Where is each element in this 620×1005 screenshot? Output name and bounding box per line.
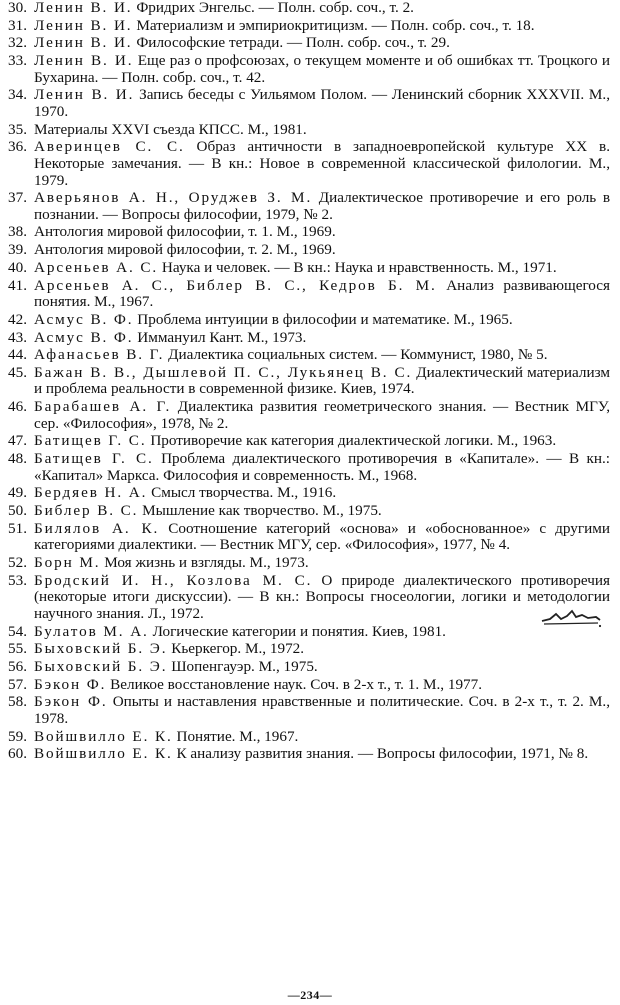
entry-number: 31. xyxy=(8,16,27,34)
entry-number: 51. xyxy=(8,519,27,537)
entry-text xyxy=(34,122,612,139)
bibliography-entry xyxy=(8,677,612,694)
entry-author: Батищев Г. С. xyxy=(34,432,147,450)
bibliography-entry xyxy=(8,87,612,120)
bibliography-entry xyxy=(8,53,612,86)
entry-text xyxy=(34,18,612,35)
entry-number: 49. xyxy=(8,484,27,502)
bibliography-entry xyxy=(8,139,612,189)
entry-title: Антология мировой философии, т. 2. М., 1969. xyxy=(34,241,336,259)
entry-title: Проблема диалектического противоречия в «Капитале». — В кн.: «Капитал» Маркса. Философия и современность. М., 1968. xyxy=(34,450,610,484)
entry-text xyxy=(34,521,612,554)
entry-number: 57. xyxy=(8,675,27,693)
entry-title: Материализм и эмпириокритицизм. — Полн. собр. соч., т. 18. xyxy=(136,16,535,34)
entry-title: Наука и человек. — В кн.: Наука и нравственность. М., 1971. xyxy=(161,258,557,276)
entry-author: Бажан В. В., Дышлевой П. С., Лукьянец В. С. xyxy=(34,363,413,381)
entry-title: Логические категории и понятия. Киев, 1981. xyxy=(152,622,446,640)
bibliography-list xyxy=(8,0,612,764)
entry-number: 35. xyxy=(8,120,27,138)
entry-title: Еще раз о профсоюзах, о текущем моменте и об ошибках тт. Троцкого и Бухарина. — Полн. собр. соч., т. 42. xyxy=(34,52,610,86)
entry-number: 30. xyxy=(8,0,27,16)
entry-number: 37. xyxy=(8,189,27,207)
entry-text xyxy=(34,729,612,746)
bibliography-entry xyxy=(8,694,612,727)
entry-title: Материалы XXVI съезда КПСС. М., 1981. xyxy=(34,120,307,138)
entry-author: Ленин В. И. xyxy=(34,16,133,34)
bibliography-entry xyxy=(8,485,612,502)
entry-title: Запись беседы с Уильямом Полом. — Ленинский сборник XXXVII. М., 1970. xyxy=(34,86,610,120)
bibliography-entry xyxy=(8,451,612,484)
bibliography-entry xyxy=(8,18,612,35)
bibliography-entry xyxy=(8,347,612,364)
entry-author: Библер В. С. xyxy=(34,502,139,520)
entry-title: Иммануил Кант. М., 1973. xyxy=(137,328,307,346)
entry-number: 34. xyxy=(8,86,27,104)
ink-smudge-mark xyxy=(540,605,602,629)
entry-number: 44. xyxy=(8,346,27,364)
entry-title: Противоречие как категория диалектической логики. М., 1963. xyxy=(150,432,557,450)
entry-text xyxy=(34,139,612,189)
entry-author: Арсеньев А. С., Библер В. С., Кедров Б. М. xyxy=(34,276,437,294)
entry-number: 36. xyxy=(8,138,27,156)
entry-title: Мышление как творчество. М., 1975. xyxy=(142,502,382,520)
entry-title: Образ античности в западноевропейской культуре XX в. Некоторые замечания. — В кн.: Новое в современной классической филологии. М., 1979. xyxy=(34,138,611,189)
entry-title: Кьеркегор. М., 1972. xyxy=(171,640,305,658)
bibliography-entry xyxy=(8,242,612,259)
entry-text xyxy=(34,312,612,329)
entry-text xyxy=(34,365,612,398)
bibliography-entry xyxy=(8,278,612,311)
entry-text xyxy=(34,0,612,17)
entry-title: Диалектическое противоречие и его роль в познании. — Вопросы философии, 1979, № 2. xyxy=(34,189,611,223)
entry-text xyxy=(34,624,612,641)
entry-number: 39. xyxy=(8,241,27,259)
entry-number: 59. xyxy=(8,727,27,745)
entry-text xyxy=(34,659,612,676)
page-number: —234— xyxy=(287,988,333,1002)
entry-author: Барабашев А. Г. xyxy=(34,398,172,416)
entry-text xyxy=(34,35,612,52)
entry-title: Великое восстановление наук. Соч. в 2-х т., т. 1. М., 1977. xyxy=(110,675,483,693)
entry-title: Диалектический материализм и проблема реальности в современной физике. Киев, 1974. xyxy=(34,363,610,398)
entry-author: Аверьянов А. Н., Оруджев З. М. xyxy=(34,189,313,207)
bibliography-entry xyxy=(8,746,612,763)
bibliography-entry xyxy=(8,624,612,641)
entry-text xyxy=(34,677,612,694)
entry-title: Философские тетради. — Полн. собр. соч., т. 29. xyxy=(136,34,450,52)
entry-title: Проблема интуиции в философии и математике. М., 1965. xyxy=(137,310,513,328)
entry-number: 32. xyxy=(8,34,27,52)
bibliography-entry xyxy=(8,312,612,329)
entry-number: 54. xyxy=(8,622,27,640)
entry-author: Ленин В. И. xyxy=(34,0,133,16)
entry-text xyxy=(34,242,612,259)
bibliography-entry xyxy=(8,35,612,52)
bibliography-entry xyxy=(8,224,612,241)
entry-title: Соотношение категорий «основа» и «обоснованное» с другими категориями диалектики. — Вестник МГУ, сер. «Философия», 1977, № 4. xyxy=(34,519,610,554)
entry-text xyxy=(34,87,612,120)
entry-title: О природе диалектического противоречия (некоторые итоги дискуссии). — В кн.: Вопросы гносеологии, логики и методологии научного знания. Л., 1972. xyxy=(34,571,611,622)
entry-title: Смысл творчества. М., 1916. xyxy=(151,484,337,502)
entry-author: Афанасьев В. Г. xyxy=(34,346,165,364)
entry-text xyxy=(34,433,612,450)
entry-text xyxy=(34,555,612,572)
entry-text xyxy=(34,641,612,658)
entry-number: 55. xyxy=(8,640,27,658)
entry-text xyxy=(34,330,612,347)
bibliography-entry xyxy=(8,190,612,223)
entry-number: 48. xyxy=(8,450,27,468)
bibliography-entry xyxy=(8,729,612,746)
bibliography-entry xyxy=(8,260,612,277)
entry-text xyxy=(34,224,612,241)
entry-author: Бердяев Н. А. xyxy=(34,484,148,502)
entry-number: 56. xyxy=(8,658,27,675)
entry-text xyxy=(34,399,612,432)
entry-title: Опыты и наставления нравственные и политические. Соч. в 2-х т., т. 2. М., 1978. xyxy=(34,693,610,727)
entry-text xyxy=(34,260,612,277)
entry-title: Шопенгауэр. М., 1975. xyxy=(171,658,318,675)
bibliography-entry xyxy=(8,521,612,554)
entry-text xyxy=(34,53,612,86)
entry-text xyxy=(34,503,612,520)
entry-title: Моя жизнь и взгляды. М., 1973. xyxy=(104,554,309,572)
entry-author: Бэкон Ф. xyxy=(34,675,107,693)
entry-title: Антология мировой философии, т. 1. М., 1969. xyxy=(34,223,336,241)
entry-number: 40. xyxy=(8,258,27,276)
bibliography-entry xyxy=(8,503,612,520)
bibliography-entry xyxy=(8,573,612,623)
entry-author: Булатов М. А. xyxy=(34,622,149,640)
entry-number: 47. xyxy=(8,432,27,450)
entry-author: Асмус В. Ф. xyxy=(34,310,134,328)
bibliography-entry xyxy=(8,330,612,347)
entry-text xyxy=(34,573,612,623)
entry-author: Войшвилло Е. К. xyxy=(34,745,173,763)
entry-number: 58. xyxy=(8,693,27,711)
entry-title: Анализ развивающегося понятия. М., 1967. xyxy=(34,276,611,311)
entry-number: 41. xyxy=(8,276,27,294)
entry-author: Ленин В. И. xyxy=(34,34,133,52)
entry-author: Бэкон Ф. xyxy=(34,693,108,711)
entry-text xyxy=(34,190,612,223)
entry-title: К анализу развития знания. — Вопросы философии, 1971, № 8. xyxy=(176,745,589,763)
entry-number: 53. xyxy=(8,571,27,589)
entry-author: Быховский Б. Э. xyxy=(34,640,168,658)
entry-text xyxy=(34,694,612,727)
entry-text xyxy=(34,746,612,763)
entry-author: Билялов А. К. xyxy=(34,519,160,537)
entry-number: 46. xyxy=(8,398,27,416)
entry-number: 50. xyxy=(8,502,27,520)
entry-number: 45. xyxy=(8,363,27,381)
entry-author: Арсеньев А. С. xyxy=(34,258,159,276)
bibliography-entry xyxy=(8,122,612,139)
entry-title: Фридрих Энгельс. — Полн. собр. соч., т. 2. xyxy=(136,0,414,16)
entry-number: 60. xyxy=(8,745,27,763)
bibliography-entry xyxy=(8,659,612,676)
entry-author: Войшвилло Е. К. xyxy=(34,727,173,745)
entry-author: Аверинцев С. С. xyxy=(34,138,185,156)
entry-author: Быховский Б. Э. xyxy=(34,658,168,675)
entry-author: Ленин В. И. xyxy=(34,86,135,104)
bibliography-entry xyxy=(8,365,612,398)
entry-text xyxy=(34,451,612,484)
entry-number: 33. xyxy=(8,52,27,70)
entry-author: Ленин В. И. xyxy=(34,52,134,70)
bibliography-entry xyxy=(8,0,612,17)
entry-number: 42. xyxy=(8,310,27,328)
bibliography-entry xyxy=(8,555,612,572)
entry-number: 52. xyxy=(8,554,27,572)
entry-text xyxy=(34,278,612,311)
entry-title: Понятие. М., 1967. xyxy=(176,727,299,745)
entry-title: Диалектика развития геометрического знания. — Вестник МГУ, сер. «Философия», 1978, № 2. xyxy=(34,398,610,432)
entry-author: Борн М. xyxy=(34,554,101,572)
entry-author: Бродский И. Н., Козлова М. С. xyxy=(34,571,313,589)
entry-author: Асмус В. Ф. xyxy=(34,328,134,346)
bibliography-entry xyxy=(8,399,612,432)
bibliography-entry xyxy=(8,641,612,658)
entry-text xyxy=(34,347,612,364)
entry-author: Батищев Г. С. xyxy=(34,450,154,468)
entry-number: 43. xyxy=(8,328,27,346)
entry-title: Диалектика социальных систем. — Коммунист, 1980, № 5. xyxy=(168,346,548,364)
bibliography-entry xyxy=(8,433,612,450)
entry-number: 38. xyxy=(8,223,27,241)
entry-text xyxy=(34,485,612,502)
